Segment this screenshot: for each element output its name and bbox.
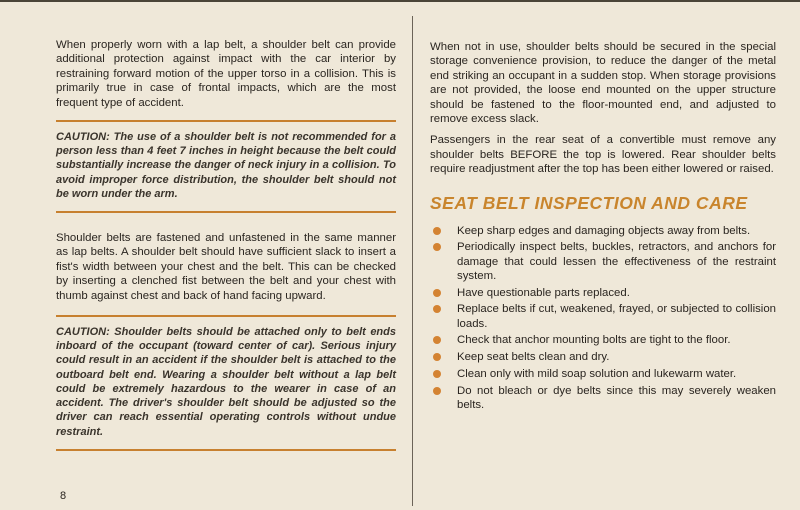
right-column (430, 40, 776, 415)
list-item: Do not bleach or dye belts since this may severely weaken belts. (430, 384, 776, 412)
bullet-icon (433, 336, 441, 344)
shoulder-belt-intro-paragraph: When properly worn with a lap belt, a shoulder belt can provide additional protection against impact with the car interior by restraining forward motion of the upper torso in a collision. This is primarily true in case of frontal impacts, which are the most frequent type of accident. (56, 39, 396, 109)
bullet-icon (433, 387, 441, 395)
bullet-icon (433, 243, 441, 251)
caution-rule-bottom-2 (56, 449, 396, 451)
caution-height-text: The use of a shoulder belt is not recommended for a person less than 4 feet 7 inches in height because the belt could substantially increase the danger of neck injury in a collision. To avoid improper force distribution, the shoulder belt should not be worn under the arm. (56, 131, 396, 200)
bullet-icon (433, 289, 441, 297)
caution-label-2: CAUTION: (56, 326, 110, 339)
list-item: Replace belts if cut, weakened, frayed, or subjected to collision loads. (430, 302, 776, 330)
section-heading: SEAT BELT INSPECTION AND CARE (430, 192, 748, 213)
caution-rule-bottom (56, 211, 396, 213)
list-item: Check that anchor mounting bolts are tight to the floor. (430, 333, 776, 347)
fastening-paragraph: Shoulder belts are fastened and unfastened in the same manner as lap belts. A shoulder belt should have sufficient slack to insert a fist's width between your chest and the belt. This can be checked by inserting a clenched fist between the belt and your chest with thumb against chest and back of hand facing upward. (56, 232, 396, 302)
page-number: 8 (60, 490, 67, 502)
caution-label: CAUTION: (56, 131, 110, 144)
bullet-icon (433, 370, 441, 378)
bullet-icon (433, 353, 441, 361)
caution-rule-top-2 (56, 315, 396, 317)
storage-paragraph: When not in use, shoulder belts should be secured in the special storage convenience provision, to reduce the danger of the metal end striking an occupant in a sudden stop. When storage provisions are not provided, the loose end mounted on the upper structure should be fastened to the floor-mounted end, and adjusted to remove excess slack. (430, 41, 776, 126)
care-list (430, 224, 776, 413)
list-item: Keep sharp edges and damaging objects away from belts. (430, 224, 776, 238)
caution-inboard-text: Shoulder belts should be attached only to belt ends inboard of the occupant (toward center of car). Serious injury could result in an accident if the shoulder belt is attached to the outboard belt end. Wearing a shoulder belt without a lap belt could be extremely hazardous to the wearer in case of an accident. The driver's shoulder belt should be adjusted so the driver can reach essential operating controls without undue restraint. (56, 326, 396, 438)
column-divider (412, 16, 413, 506)
list-item: Keep seat belts clean and dry. (430, 350, 776, 364)
list-item: Periodically inspect belts, buckles, retractors, and anchors for damage that could lessen the effectiveness of the restraint system. (430, 240, 776, 283)
caution-inboard-warning (56, 325, 396, 439)
caution-height-warning (56, 130, 396, 201)
list-item: Have questionable parts replaced. (430, 286, 776, 300)
list-item: Clean only with mild soap solution and lukewarm water. (430, 367, 776, 381)
convertible-paragraph: Passengers in the rear seat of a convertible must remove any shoulder belts BEFORE the top is lowered. Rear shoulder belts require readjustment after the top has been either lowered or raised. (430, 134, 776, 176)
bullet-icon (433, 305, 441, 313)
bullet-icon (433, 227, 441, 235)
caution-rule-top (56, 120, 396, 122)
left-column (56, 38, 396, 459)
